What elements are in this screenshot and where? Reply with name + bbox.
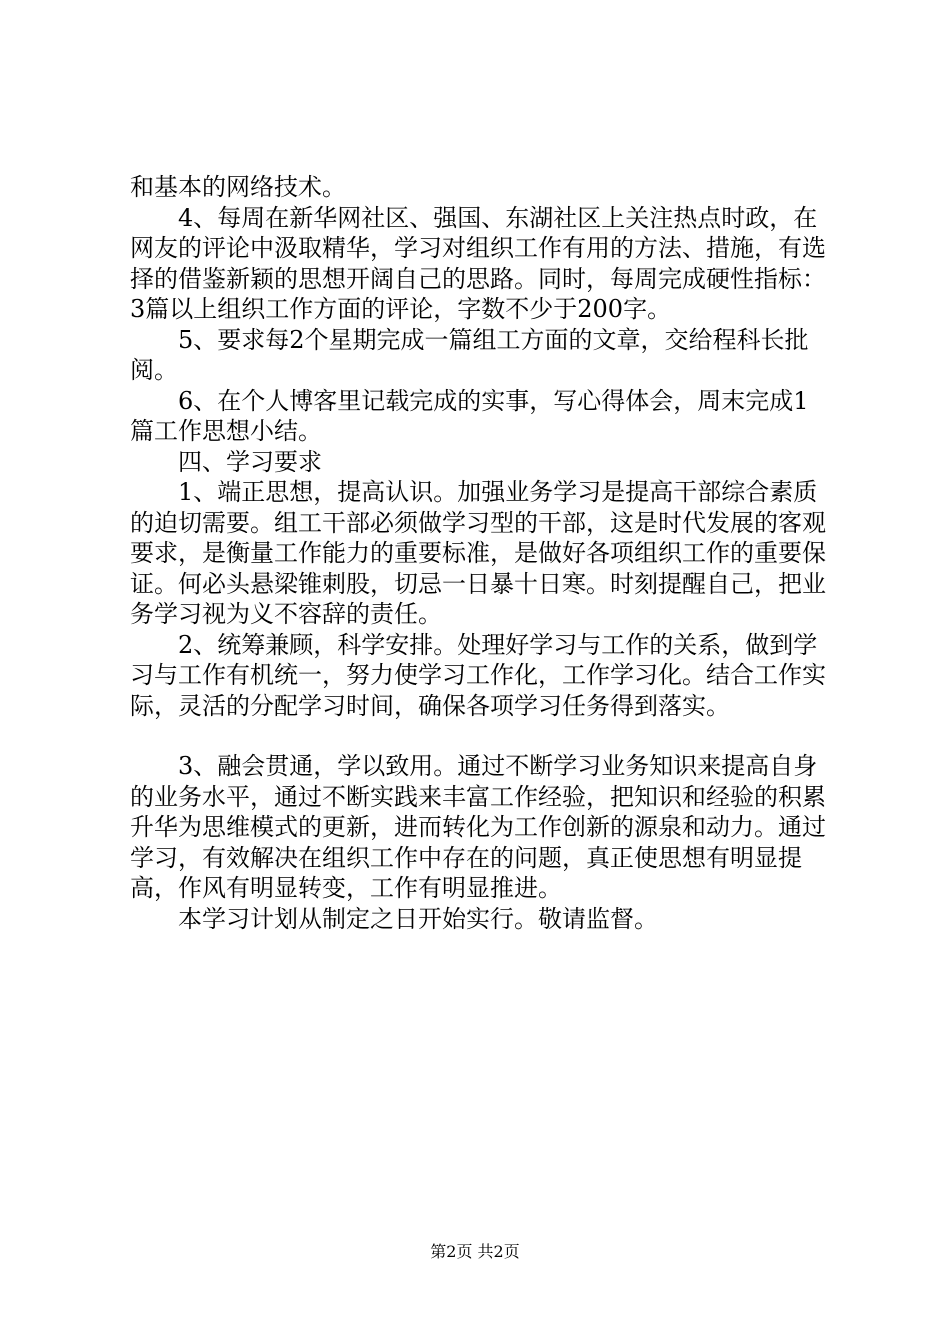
- paragraph-requirement-3: 3、融会贯通，学以致用。通过不断学习业务知识来提高自身的业务水平，通过不断实践来丰富工作经验，把知识和经验的积累升华为思维模式的更新，进而转化为工作创新的源泉和动力。通过学习，有效解决在组织工作中存在的问题，真正使思想有明显提高，作风有明显转变，工作有明显推进。: [130, 752, 826, 902]
- paragraph-item-5: 5、要求每2个星期完成一篇组工方面的文章，交给程科长批阅。: [130, 325, 809, 384]
- paragraph-item-4: 4、每周在新华网社区、强国、东湖社区上关注热点时政，在网友的评论中汲取精华，学习对组织工作有用的方法、措施，有选择的借鉴新颖的思想开阔自己的思路。同时，每周完成硬性指标：3篇以上组织工作方面的评论，字数不少于200字。: [130, 203, 826, 323]
- paragraph-closing: 本学习计划从制定之日开始实行。敬请监督。: [178, 904, 658, 933]
- paragraph-requirement-2: 2、统筹兼顾，科学安排。处理好学习与工作的关系，做到学习与工作有机统一，努力使学习工作化，工作学习化。结合工作实际，灵活的分配学习时间，确保各项学习任务得到落实。: [130, 630, 826, 720]
- paragraph-item-6: 6、在个人博客里记载完成的实事，写心得体会，周末完成1篇工作思想小结。: [130, 386, 809, 445]
- paragraph-requirement-1: 1、端正思想，提高认识。加强业务学习是提高干部综合素质的迫切需要。组工干部必须做学习型的干部，这是时代发展的客观要求，是衡量工作能力的重要标准，是做好各项组织工作的重要保证。何必头悬梁锥刺股，切忌一日暴十日寒。时刻提醒自己，把业务学习视为义不容辞的责任。: [130, 478, 826, 628]
- page-footer: [0, 1242, 950, 1262]
- document-body: [130, 172, 830, 934]
- section-heading-requirements: 四、学习要求: [178, 447, 322, 476]
- paragraph-continuation: 和基本的网络技术。: [130, 173, 346, 201]
- page-number-label: 第2页 共2页: [430, 1242, 520, 1261]
